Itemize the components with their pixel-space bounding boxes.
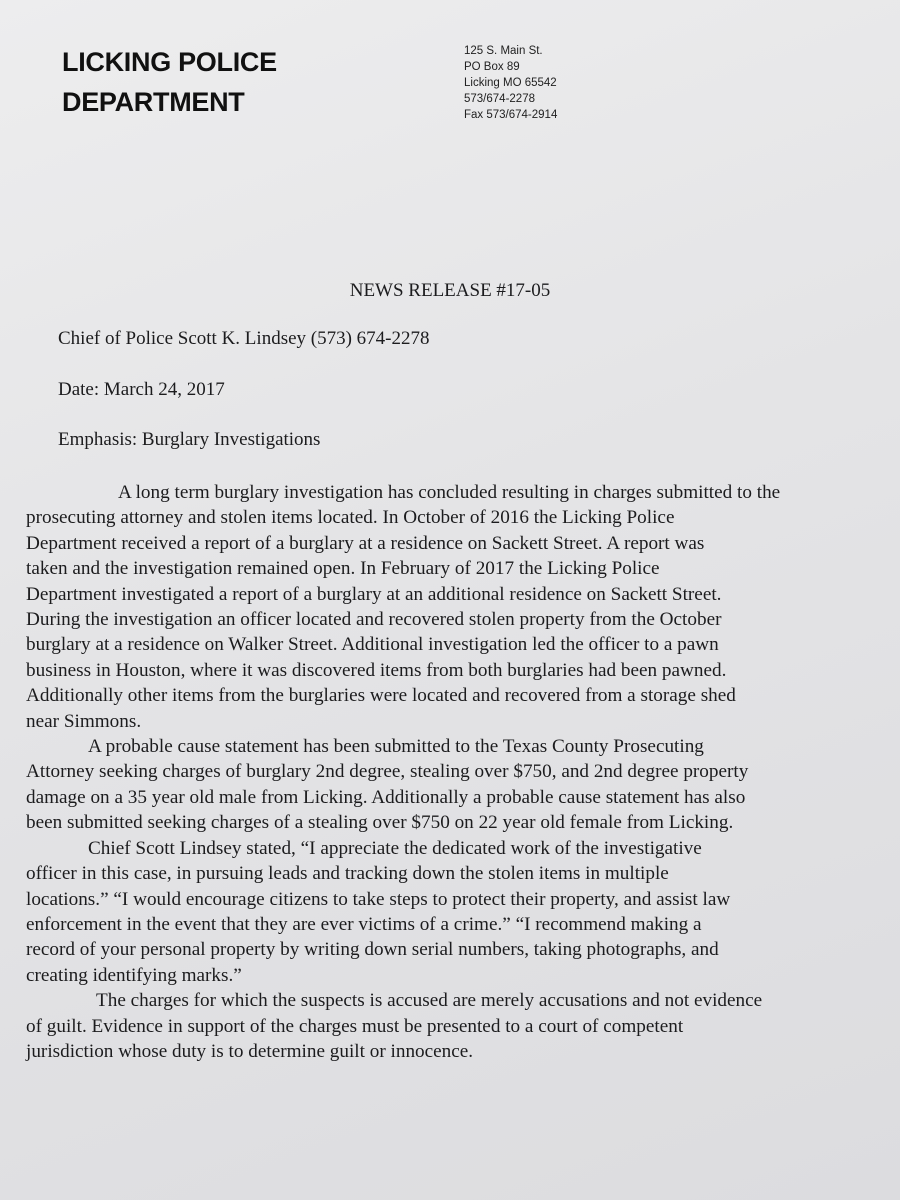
release-date: Date: March 24, 2017 [58, 379, 225, 400]
department-name [62, 42, 277, 122]
paragraph-line: The charges for which the suspects is accused are merely accusations and not evidence [96, 990, 763, 1012]
paragraph-line: prosecuting attorney and stolen items located. In October of 2016 the Licking Police [26, 507, 675, 529]
paragraph-line: A probable cause statement has been submitted to the Texas County Prosecuting [88, 736, 704, 758]
paragraph-line: record of your personal property by writing down serial numbers, taking photographs, and [26, 939, 719, 961]
address-phone: 573/674-2278 [464, 93, 535, 105]
department-name-line-1: LICKING POLICE [62, 47, 277, 77]
release-body [26, 480, 886, 1064]
paragraph-line: been submitted seeking charges of a stealing over $750 on 22 year old female from Licking. [26, 812, 734, 834]
department-name-line-2: DEPARTMENT [62, 87, 245, 117]
paragraph-line: Department received a report of a burglary at a residence on Sackett Street. A report was [26, 532, 705, 554]
paragraph-investigation [26, 480, 886, 734]
address-city: Licking MO 65542 [464, 77, 557, 89]
paragraph-line: Additionally other items from the burglaries were located and recovered from a storage shed [26, 685, 736, 707]
paragraph-line: creating identifying marks.” [26, 964, 242, 986]
paragraph-line: During the investigation an officer located and recovered stolen property from the October [26, 609, 722, 631]
address-fax: Fax 573/674-2914 [464, 109, 558, 121]
paragraph-line: near Simmons. [26, 710, 142, 732]
address-street: 125 S. Main St. [464, 45, 543, 57]
paragraph-line: A long term burglary investigation has concluded resulting in charges submitted to the [118, 482, 781, 503]
release-contact: Chief of Police Scott K. Lindsey (573) 674-2278 [58, 328, 430, 349]
department-address [464, 43, 557, 123]
paragraph-line: officer in this case, in pursuing leads and tracking down the stolen items in multiple [26, 863, 669, 885]
paragraph-disclaimer [26, 988, 886, 1064]
paragraph-line: damage on a 35 year old male from Licking. Additionally a probable cause statement has also [26, 786, 746, 808]
paragraph-line: locations.” “I would encourage citizens to take steps to protect their property, and assist law [26, 888, 731, 910]
paragraph-line: burglary at a residence on Walker Street. Additional investigation led the officer to a pawn [26, 634, 719, 656]
release-title: NEWS RELEASE #17-05 [349, 280, 551, 301]
address-po-box: PO Box 89 [464, 61, 520, 73]
release-emphasis: Emphasis: Burglary Investigations [58, 429, 321, 450]
paragraph-line: of guilt. Evidence in support of the charges must be presented to a court of competent [26, 1015, 684, 1037]
paragraph-line: taken and the investigation remained open. In February of 2017 the Licking Police [26, 558, 660, 580]
paragraph-line: jurisdiction whose duty is to determine guilt or innocence. [26, 1040, 474, 1062]
paragraph-line: Attorney seeking charges of burglary 2nd degree, stealing over $750, and 2nd degree property [26, 761, 749, 783]
paragraph-line: business in Houston, where it was discovered items from both burglaries had been pawned. [26, 659, 727, 681]
paragraph-line: Chief Scott Lindsey stated, “I appreciate the dedicated work of the investigative [88, 837, 702, 859]
paragraph-chief-statement [26, 836, 886, 988]
paragraph-charges [26, 734, 886, 836]
paragraph-line: Department investigated a report of a burglary at an additional residence on Sackett Street. [26, 583, 722, 605]
paragraph-line: enforcement in the event that they are ever victims of a crime.” “I recommend making a [26, 913, 702, 935]
